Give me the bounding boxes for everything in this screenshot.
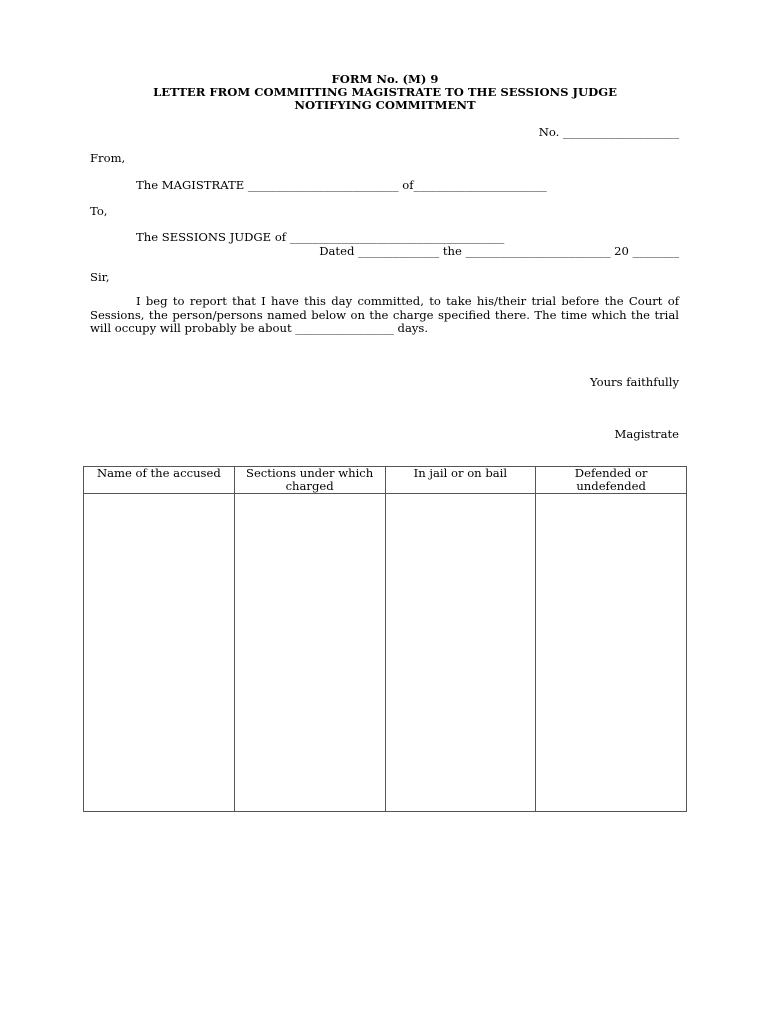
column-header-name: Name of the accused: [84, 467, 235, 494]
cell-name[interactable]: [84, 494, 235, 812]
closing: Yours faithfully: [589, 375, 679, 389]
letter-body: [90, 295, 679, 336]
form-subtitle: NOTIFYING COMMITMENT: [294, 98, 476, 112]
column-header-sections: Sections under which charged: [234, 467, 385, 494]
magistrate-line: The MAGISTRATE __________________________ of_______________________: [136, 178, 547, 192]
dated-line: Dated ______________ the _________________________ 20 ________: [319, 244, 679, 258]
cell-sections[interactable]: [234, 494, 385, 812]
reference-number: No. ____________________: [538, 125, 679, 139]
column-header-defended: Defended or undefended: [536, 467, 687, 494]
letter-body-text: I beg to report that I have this day committed, to take his/their trial before the Court of Sessions, the person/persons named below on the charge specified there. The time which the trial will occupy will probably be about _________________ days.: [90, 294, 679, 336]
column-header-custody: In jail or on bail: [385, 467, 536, 494]
accused-table: [83, 466, 687, 812]
table-row: [84, 494, 687, 812]
sessions-judge-line: The SESSIONS JUDGE of _____________________________________: [136, 230, 505, 244]
signature-label: Magistrate: [614, 427, 679, 441]
from-label: From,: [90, 151, 126, 165]
cell-custody[interactable]: [385, 494, 536, 812]
cell-defended[interactable]: [536, 494, 687, 812]
salutation: Sir,: [90, 270, 110, 284]
form-title: LETTER FROM COMMITTING MAGISTRATE TO THE SESSIONS JUDGE: [153, 85, 617, 99]
form-number: FORM No. (M) 9: [331, 72, 439, 86]
to-label: To,: [90, 204, 108, 218]
table-header-row: [84, 467, 687, 494]
